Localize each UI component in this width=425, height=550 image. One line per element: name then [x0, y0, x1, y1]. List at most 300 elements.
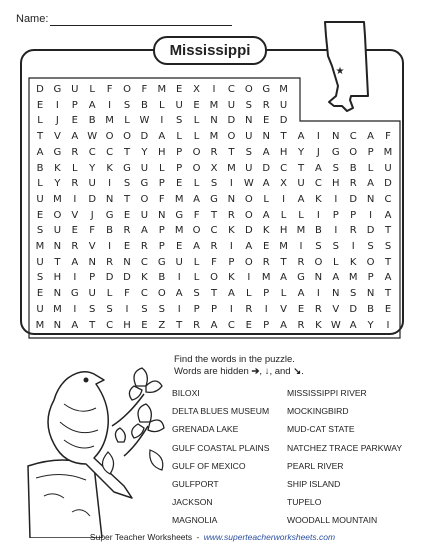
- grid-letter[interactable]: G: [105, 209, 114, 221]
- grid-letter[interactable]: K: [106, 162, 113, 174]
- grid-letter[interactable]: G: [331, 146, 340, 158]
- grid-letter[interactable]: M: [209, 99, 219, 111]
- grid-letter[interactable]: A: [71, 319, 79, 331]
- grid-letter[interactable]: L: [246, 288, 252, 300]
- grid-letter[interactable]: N: [227, 193, 236, 205]
- grid-letter[interactable]: R: [123, 225, 131, 237]
- grid-letter[interactable]: P: [367, 272, 374, 284]
- grid-letter[interactable]: S: [123, 178, 131, 190]
- grid-letter[interactable]: S: [89, 303, 96, 315]
- grid-letter[interactable]: D: [36, 84, 44, 95]
- grid-letter[interactable]: I: [334, 193, 338, 205]
- grid-letter[interactable]: L: [37, 178, 43, 190]
- grid-letter[interactable]: S: [36, 272, 44, 284]
- grid-letter[interactable]: G: [157, 256, 166, 268]
- grid-letter[interactable]: O: [244, 256, 253, 268]
- grid-letter[interactable]: P: [71, 99, 78, 111]
- grid-letter[interactable]: D: [140, 131, 149, 143]
- grid-letter[interactable]: I: [369, 209, 373, 221]
- grid-letter[interactable]: R: [349, 178, 357, 190]
- footer-site-link[interactable]: www.superteacherworksheets.com: [203, 532, 336, 542]
- grid-letter[interactable]: I: [108, 241, 112, 252]
- grid-letter[interactable]: T: [123, 193, 131, 205]
- grid-letter[interactable]: C: [88, 146, 96, 158]
- grid-letter[interactable]: T: [210, 209, 218, 221]
- grid-letter[interactable]: A: [280, 272, 288, 284]
- grid-letter[interactable]: I: [229, 241, 233, 252]
- grid-letter[interactable]: R: [314, 303, 322, 315]
- grid-letter[interactable]: I: [177, 303, 181, 315]
- grid-letter[interactable]: P: [367, 146, 374, 158]
- grid-letter[interactable]: I: [229, 178, 233, 190]
- grid-letter[interactable]: H: [123, 319, 131, 331]
- grid-letter[interactable]: L: [193, 272, 200, 284]
- grid-letter[interactable]: D: [227, 115, 236, 127]
- grid-letter[interactable]: O: [105, 131, 114, 143]
- grid-letter[interactable]: N: [366, 288, 375, 300]
- grid-letter[interactable]: R: [262, 256, 270, 268]
- grid-letter[interactable]: A: [297, 193, 305, 205]
- grid-letter[interactable]: F: [141, 84, 148, 95]
- grid-letter[interactable]: N: [88, 256, 96, 268]
- grid-letter[interactable]: C: [384, 193, 392, 205]
- grid-letter[interactable]: S: [123, 99, 131, 111]
- grid-letter[interactable]: C: [227, 84, 235, 95]
- grid-letter[interactable]: I: [73, 193, 77, 205]
- grid-letter[interactable]: B: [36, 162, 44, 174]
- grid-letter[interactable]: I: [212, 84, 216, 95]
- grid-letter[interactable]: M: [53, 193, 62, 205]
- grid-letter[interactable]: Y: [297, 146, 305, 158]
- grid-letter[interactable]: S: [36, 225, 44, 237]
- grid-letter[interactable]: A: [384, 209, 392, 221]
- grid-letter[interactable]: H: [279, 146, 288, 158]
- grid-letter[interactable]: A: [158, 131, 166, 143]
- grid-letter[interactable]: U: [279, 99, 288, 111]
- grid-letter[interactable]: I: [73, 303, 77, 315]
- grid-letter[interactable]: L: [193, 178, 200, 190]
- grid-letter[interactable]: A: [71, 131, 79, 143]
- grid-letter[interactable]: S: [245, 146, 252, 158]
- grid-letter[interactable]: A: [280, 319, 288, 331]
- grid-letter[interactable]: P: [158, 241, 165, 252]
- grid-letter[interactable]: W: [330, 319, 341, 331]
- grid-letter[interactable]: O: [123, 131, 131, 143]
- grid-letter[interactable]: J: [316, 146, 320, 158]
- grid-letter[interactable]: I: [316, 288, 320, 300]
- grid-letter[interactable]: T: [89, 319, 96, 331]
- grid-letter[interactable]: M: [174, 225, 184, 237]
- grid-letter[interactable]: O: [157, 288, 166, 300]
- grid-letter[interactable]: U: [36, 303, 44, 315]
- grid-letter[interactable]: R: [71, 178, 79, 190]
- grid-letter[interactable]: U: [36, 193, 44, 205]
- grid-letter[interactable]: U: [140, 209, 149, 221]
- grid-letter[interactable]: V: [53, 131, 61, 143]
- grid-letter[interactable]: L: [280, 288, 287, 300]
- grid-letter[interactable]: T: [228, 146, 235, 158]
- grid-letter[interactable]: S: [210, 178, 218, 190]
- grid-letter[interactable]: N: [314, 272, 323, 284]
- grid-letter[interactable]: A: [36, 146, 44, 158]
- grid-letter[interactable]: O: [244, 84, 253, 95]
- grid-letter[interactable]: N: [366, 193, 375, 205]
- grid-letter[interactable]: O: [192, 225, 201, 237]
- grid-letter[interactable]: T: [123, 146, 131, 158]
- grid-letter[interactable]: S: [245, 99, 252, 111]
- grid-letter[interactable]: E: [71, 225, 78, 237]
- grid-letter[interactable]: A: [384, 272, 392, 284]
- grid-letter[interactable]: M: [174, 193, 184, 205]
- grid-letter[interactable]: O: [192, 146, 201, 158]
- grid-letter[interactable]: P: [176, 162, 183, 174]
- grid-letter[interactable]: R: [262, 99, 270, 111]
- grid-letter[interactable]: T: [54, 256, 61, 268]
- grid-letter[interactable]: O: [314, 256, 323, 268]
- grid-letter[interactable]: I: [316, 209, 320, 221]
- grid-letter[interactable]: I: [264, 303, 268, 315]
- grid-letter[interactable]: C: [106, 319, 114, 331]
- grid-letter[interactable]: U: [245, 162, 253, 174]
- grid-letter[interactable]: K: [315, 319, 322, 331]
- grid-letter[interactable]: L: [159, 162, 165, 174]
- grid-letter[interactable]: A: [227, 288, 235, 300]
- grid-letter[interactable]: A: [332, 272, 340, 284]
- grid-letter[interactable]: G: [140, 178, 149, 190]
- grid-letter[interactable]: H: [158, 146, 166, 158]
- grid-letter[interactable]: F: [124, 288, 130, 300]
- grid-letter[interactable]: S: [141, 303, 148, 315]
- grid-letter[interactable]: T: [384, 256, 392, 268]
- grid-letter[interactable]: K: [54, 162, 61, 174]
- grid-letter[interactable]: E: [176, 241, 183, 252]
- grid-letter[interactable]: E: [123, 241, 131, 252]
- grid-letter[interactable]: D: [123, 272, 131, 284]
- grid-letter[interactable]: A: [367, 178, 375, 190]
- grid-letter[interactable]: E: [384, 303, 392, 315]
- grid-letter[interactable]: K: [141, 272, 148, 284]
- grid-letter[interactable]: N: [53, 241, 62, 252]
- grid-letter[interactable]: P: [228, 256, 235, 268]
- grid-letter[interactable]: G: [53, 146, 62, 158]
- grid-letter[interactable]: F: [89, 225, 96, 237]
- grid-letter[interactable]: M: [383, 146, 393, 158]
- grid-letter[interactable]: H: [53, 272, 62, 284]
- grid-letter[interactable]: E: [71, 115, 78, 127]
- grid-letter[interactable]: O: [140, 193, 149, 205]
- grid-letter[interactable]: L: [72, 162, 78, 174]
- grid-letter[interactable]: A: [262, 209, 270, 221]
- grid-letter[interactable]: R: [71, 241, 79, 252]
- grid-letter[interactable]: Z: [158, 319, 166, 331]
- grid-letter[interactable]: C: [280, 162, 288, 174]
- grid-letter[interactable]: U: [384, 162, 392, 174]
- grid-letter[interactable]: I: [108, 99, 112, 111]
- grid-letter[interactable]: V: [280, 303, 288, 315]
- grid-letter[interactable]: I: [247, 272, 251, 284]
- grid-letter[interactable]: F: [193, 209, 200, 221]
- grid-letter[interactable]: P: [263, 319, 270, 331]
- grid-letter[interactable]: I: [334, 225, 338, 237]
- grid-letter[interactable]: A: [88, 99, 96, 111]
- grid-letter[interactable]: P: [332, 209, 339, 221]
- grid-letter[interactable]: L: [298, 209, 304, 221]
- grid-letter[interactable]: O: [349, 146, 358, 158]
- grid-letter[interactable]: N: [158, 209, 166, 221]
- grid-letter[interactable]: A: [193, 193, 201, 205]
- grid-letter[interactable]: E: [193, 99, 200, 111]
- grid-letter[interactable]: N: [332, 288, 340, 300]
- grid-letter[interactable]: M: [53, 303, 62, 315]
- grid-letter[interactable]: C: [349, 131, 357, 143]
- grid-letter[interactable]: I: [316, 131, 320, 143]
- grid-letter[interactable]: P: [158, 225, 165, 237]
- grid-letter[interactable]: N: [53, 288, 62, 300]
- grid-letter[interactable]: I: [386, 319, 390, 331]
- grid-letter[interactable]: R: [210, 146, 218, 158]
- grid-letter[interactable]: D: [384, 178, 392, 190]
- grid-letter[interactable]: S: [193, 288, 200, 300]
- grid-letter[interactable]: L: [263, 193, 269, 205]
- grid-letter[interactable]: D: [279, 115, 288, 127]
- grid-letter[interactable]: A: [314, 162, 322, 174]
- grid-letter[interactable]: M: [35, 241, 45, 252]
- grid-letter[interactable]: O: [210, 272, 218, 284]
- grid-letter[interactable]: A: [210, 319, 218, 331]
- grid-letter[interactable]: T: [297, 162, 305, 174]
- grid-letter[interactable]: Y: [54, 178, 61, 190]
- grid-letter[interactable]: T: [210, 288, 218, 300]
- grid-letter[interactable]: V: [88, 241, 96, 252]
- grid-letter[interactable]: R: [140, 241, 148, 252]
- grid-letter[interactable]: L: [124, 115, 130, 127]
- grid-letter[interactable]: L: [367, 162, 374, 174]
- grid-letter[interactable]: B: [106, 225, 114, 237]
- grid-letter[interactable]: C: [140, 288, 148, 300]
- grid-letter[interactable]: U: [36, 256, 44, 268]
- grid-letter[interactable]: D: [366, 225, 375, 237]
- grid-letter[interactable]: U: [88, 288, 96, 300]
- grid-letter[interactable]: P: [176, 146, 183, 158]
- grid-letter[interactable]: D: [105, 272, 114, 284]
- grid-letter[interactable]: M: [296, 225, 306, 237]
- grid-letter[interactable]: G: [123, 162, 131, 174]
- grid-letter[interactable]: S: [106, 303, 113, 315]
- grid-letter[interactable]: A: [297, 131, 305, 143]
- grid-letter[interactable]: R: [71, 146, 79, 158]
- grid-letter[interactable]: L: [106, 288, 113, 300]
- grid-letter[interactable]: G: [70, 288, 79, 300]
- grid-letter[interactable]: O: [192, 162, 201, 174]
- grid-letter[interactable]: I: [160, 115, 164, 127]
- grid-letter[interactable]: L: [37, 115, 43, 127]
- grid-letter[interactable]: C: [210, 225, 218, 237]
- grid-letter[interactable]: N: [332, 131, 340, 143]
- grid-letter[interactable]: M: [261, 272, 271, 284]
- grid-letter[interactable]: F: [106, 84, 113, 95]
- grid-letter[interactable]: I: [73, 272, 77, 284]
- grid-letter[interactable]: A: [367, 131, 375, 143]
- grid-letter[interactable]: N: [123, 256, 131, 268]
- grid-letter[interactable]: M: [348, 272, 358, 284]
- grid-letter[interactable]: L: [333, 256, 339, 268]
- grid-letter[interactable]: A: [262, 146, 270, 158]
- grid-letter[interactable]: C: [140, 256, 148, 268]
- grid-letter[interactable]: S: [158, 303, 165, 315]
- grid-letter[interactable]: N: [105, 193, 114, 205]
- grid-letter[interactable]: G: [297, 272, 305, 284]
- grid-letter[interactable]: A: [262, 178, 270, 190]
- grid-letter[interactable]: A: [140, 225, 148, 237]
- grid-letter[interactable]: J: [55, 115, 59, 127]
- grid-letter[interactable]: I: [55, 99, 59, 111]
- grid-letter[interactable]: B: [88, 115, 96, 127]
- grid-letter[interactable]: U: [227, 99, 236, 111]
- grid-letter[interactable]: O: [244, 209, 253, 221]
- grid-letter[interactable]: M: [157, 84, 167, 95]
- grid-letter[interactable]: U: [140, 162, 149, 174]
- grid-letter[interactable]: G: [210, 193, 218, 205]
- grid-letter[interactable]: H: [332, 178, 340, 190]
- grid-letter[interactable]: E: [123, 209, 131, 221]
- grid-letter[interactable]: B: [349, 162, 357, 174]
- grid-letter[interactable]: B: [158, 272, 166, 284]
- name-line[interactable]: [50, 25, 232, 26]
- grid-letter[interactable]: F: [158, 193, 165, 205]
- grid-letter[interactable]: R: [297, 319, 305, 331]
- grid-letter[interactable]: D: [88, 193, 97, 205]
- grid-letter[interactable]: L: [159, 99, 165, 111]
- grid-letter[interactable]: L: [280, 209, 287, 221]
- grid-letter[interactable]: M: [35, 319, 45, 331]
- grid-letter[interactable]: E: [263, 115, 270, 127]
- grid-letter[interactable]: A: [297, 288, 305, 300]
- grid-letter[interactable]: U: [88, 178, 96, 190]
- grid-letter[interactable]: K: [262, 225, 270, 237]
- grid-letter[interactable]: B: [314, 225, 322, 237]
- grid-letter[interactable]: E: [263, 241, 270, 252]
- grid-letter[interactable]: B: [140, 99, 148, 111]
- grid-letter[interactable]: I: [299, 241, 303, 252]
- grid-letter[interactable]: T: [384, 225, 392, 237]
- grid-letter[interactable]: L: [89, 84, 95, 95]
- grid-letter[interactable]: T: [36, 131, 44, 143]
- grid-letter[interactable]: Y: [141, 146, 148, 158]
- grid-letter[interactable]: R: [227, 209, 235, 221]
- grid-letter[interactable]: S: [315, 241, 322, 252]
- grid-letter[interactable]: S: [332, 162, 339, 174]
- grid-letter[interactable]: T: [280, 256, 287, 268]
- grid-letter[interactable]: M: [209, 131, 219, 143]
- grid-letter[interactable]: E: [245, 319, 252, 331]
- grid-letter[interactable]: J: [90, 209, 94, 221]
- grid-letter[interactable]: R: [245, 303, 253, 315]
- grid-letter[interactable]: E: [297, 303, 305, 315]
- grid-letter[interactable]: E: [141, 319, 148, 331]
- grid-letter[interactable]: I: [177, 272, 181, 284]
- grid-letter[interactable]: U: [175, 256, 183, 268]
- grid-letter[interactable]: O: [123, 84, 131, 95]
- grid-letter[interactable]: S: [350, 288, 357, 300]
- grid-letter[interactable]: G: [53, 84, 62, 95]
- grid-letter[interactable]: C: [314, 178, 322, 190]
- grid-letter[interactable]: P: [210, 303, 218, 315]
- grid-letter[interactable]: R: [193, 319, 201, 331]
- grid-letter[interactable]: U: [245, 131, 253, 143]
- grid-letter[interactable]: P: [89, 272, 96, 284]
- grid-letter[interactable]: E: [176, 84, 183, 95]
- grid-letter[interactable]: D: [244, 225, 253, 237]
- grid-letter[interactable]: O: [227, 131, 236, 143]
- grid-letter[interactable]: P: [263, 288, 270, 300]
- grid-letter[interactable]: T: [280, 131, 287, 143]
- grid-letter[interactable]: E: [36, 99, 44, 111]
- grid-letter[interactable]: M: [279, 84, 288, 95]
- grid-letter[interactable]: K: [315, 193, 322, 205]
- grid-letter[interactable]: A: [175, 288, 183, 300]
- grid-letter[interactable]: D: [262, 162, 271, 174]
- grid-letter[interactable]: A: [71, 256, 79, 268]
- grid-letter[interactable]: O: [244, 193, 253, 205]
- grid-letter[interactable]: I: [351, 241, 355, 252]
- grid-letter[interactable]: N: [210, 115, 218, 127]
- grid-letter[interactable]: M: [279, 241, 288, 252]
- grid-letter[interactable]: Y: [89, 162, 96, 174]
- grid-letter[interactable]: F: [385, 131, 391, 143]
- grid-letter[interactable]: L: [176, 131, 182, 143]
- grid-letter[interactable]: I: [125, 303, 129, 315]
- grid-letter[interactable]: E: [36, 209, 44, 221]
- grid-letter[interactable]: D: [349, 193, 358, 205]
- grid-letter[interactable]: P: [193, 303, 200, 315]
- grid-letter[interactable]: R: [210, 241, 218, 252]
- grid-letter[interactable]: L: [193, 115, 200, 127]
- grid-letter[interactable]: T: [384, 288, 392, 300]
- grid-letter[interactable]: G: [262, 84, 271, 95]
- grid-letter[interactable]: T: [176, 319, 183, 331]
- grid-letter[interactable]: S: [176, 115, 183, 127]
- grid-letter[interactable]: S: [367, 241, 374, 252]
- grid-letter[interactable]: K: [228, 272, 235, 284]
- grid-letter[interactable]: W: [243, 178, 254, 190]
- grid-letter[interactable]: W: [139, 115, 150, 127]
- grid-letter[interactable]: O: [366, 256, 375, 268]
- grid-letter[interactable]: I: [282, 193, 286, 205]
- grid-letter[interactable]: X: [210, 162, 218, 174]
- grid-letter[interactable]: S: [332, 241, 339, 252]
- grid-letter[interactable]: I: [108, 178, 112, 190]
- grid-letter[interactable]: R: [297, 256, 305, 268]
- grid-letter[interactable]: K: [228, 225, 235, 237]
- grid-letter[interactable]: U: [53, 225, 62, 237]
- grid-letter[interactable]: V: [332, 303, 340, 315]
- grid-letter[interactable]: V: [71, 209, 79, 221]
- grid-letter[interactable]: S: [384, 241, 392, 252]
- grid-letter[interactable]: R: [106, 256, 114, 268]
- grid-letter[interactable]: L: [193, 131, 200, 143]
- grid-letter[interactable]: I: [229, 303, 233, 315]
- grid-letter[interactable]: A: [349, 319, 357, 331]
- grid-letter[interactable]: Y: [367, 319, 374, 331]
- grid-letter[interactable]: U: [175, 99, 183, 111]
- grid-letter[interactable]: K: [349, 256, 357, 268]
- grid-letter[interactable]: D: [349, 303, 358, 315]
- grid-letter[interactable]: A: [193, 241, 201, 252]
- grid-letter[interactable]: U: [297, 178, 305, 190]
- grid-letter[interactable]: C: [106, 146, 114, 158]
- grid-letter[interactable]: C: [227, 319, 235, 331]
- grid-letter[interactable]: W: [87, 131, 98, 143]
